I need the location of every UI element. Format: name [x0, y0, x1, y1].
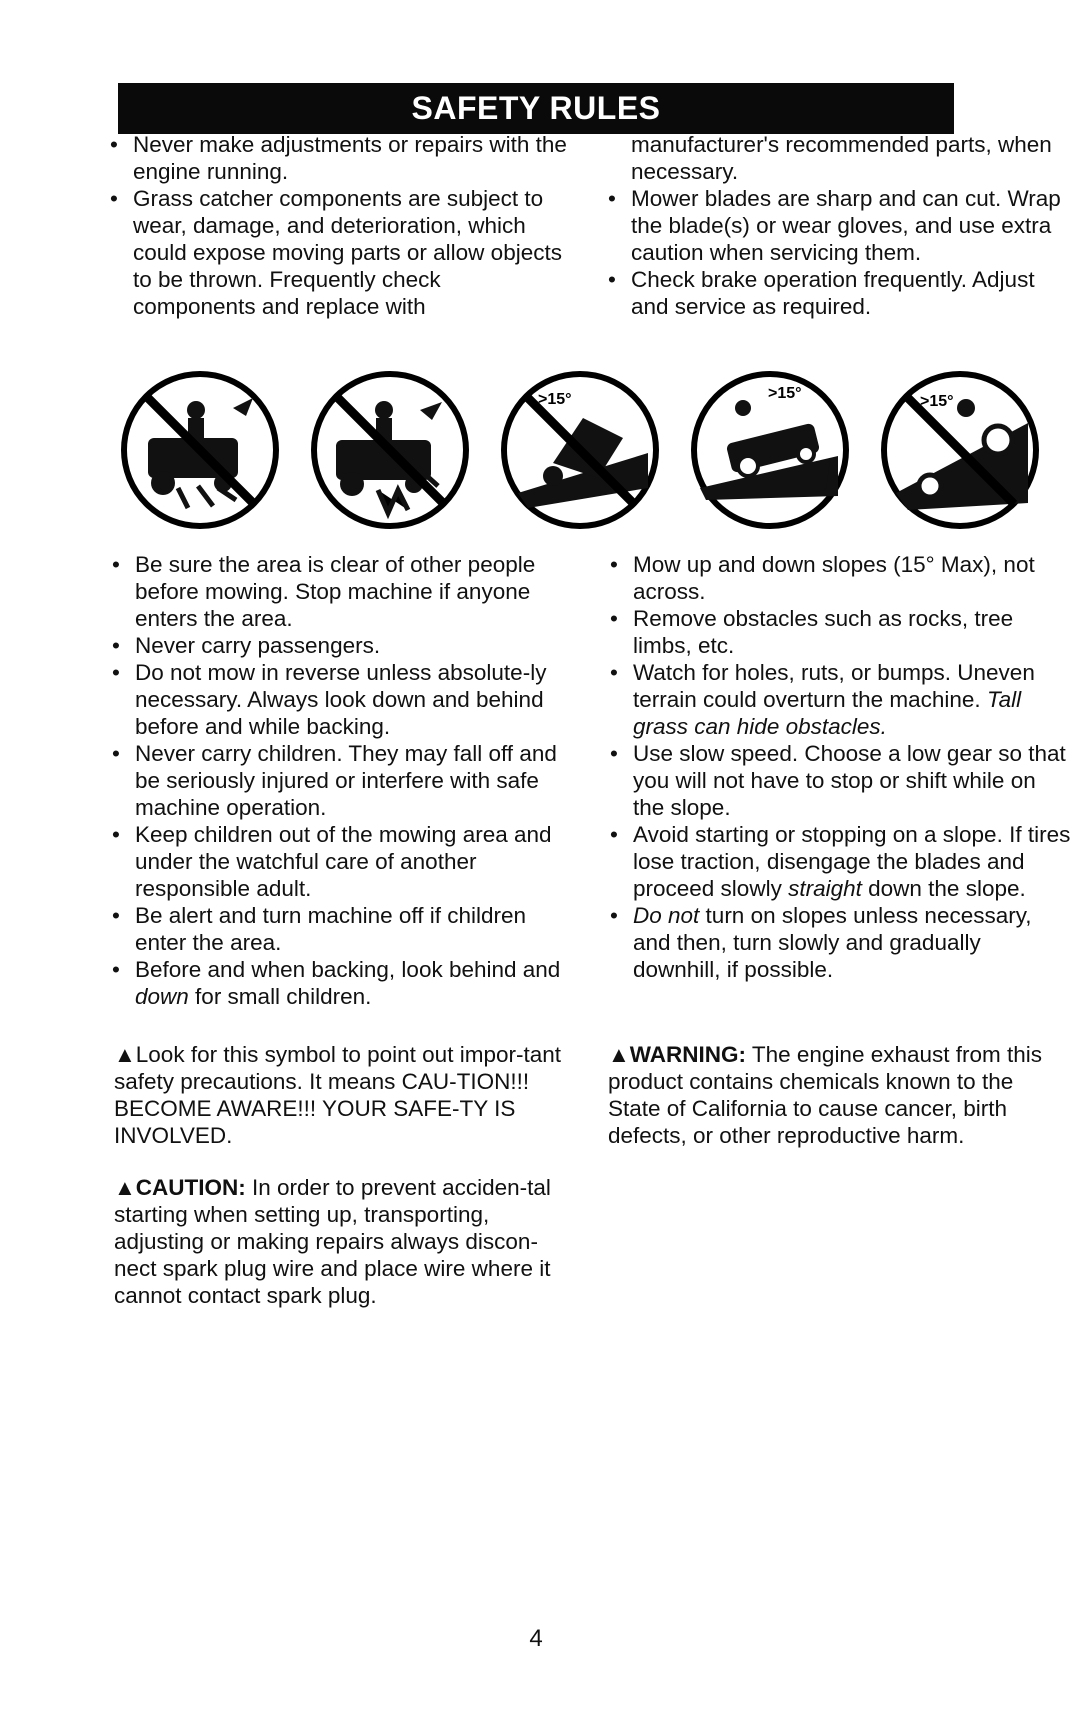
mid-right-column [608, 551, 1072, 983]
section-banner [118, 83, 954, 134]
list-item: • Watch for holes, ruts, or bumps. Uneven terrain could overturn the machine. Tall grass can hide obstacles. [608, 659, 1072, 740]
warning-label: WARNING: [629, 1042, 747, 1067]
warning-triangle-icon: ▲ [608, 1042, 630, 1067]
slope-label: >15° [538, 391, 572, 408]
list-item: • Before and when backing, look behind and down for small children. [110, 956, 580, 1010]
list-item: • Mow up and down slopes (15° Max), not across. [608, 551, 1072, 605]
mid-left-column [110, 551, 580, 1010]
list-item: • Never make adjustments or repairs with the engine running. [108, 131, 568, 185]
list-item: • Do not mow in reverse unless absolute-ly necessary. Always look down and behind before and while backing. [110, 659, 580, 740]
caution-note: ▲CAUTION: In order to prevent acciden-tal starting when setting up, transporting, adjusting or making repairs always discon-nect spark plug wire and place wire where it cannot contact spark plug. [114, 1175, 551, 1308]
list-item: • Never carry children. They may fall off and be seriously injured or interfere with safe machine operation. [110, 740, 580, 821]
no-mowing-across-slope-icon [498, 368, 662, 532]
no-turning-on-slope-icon [878, 368, 1042, 532]
list-item: • Check brake operation frequently. Adjust and service as required. [606, 266, 1072, 320]
page-number: 4 [529, 1625, 543, 1652]
list-item: • Be sure the area is clear of other people before mowing. Stop machine if anyone enters the area. [110, 551, 580, 632]
mow-up-down-slope-icon [688, 368, 852, 532]
warning-triangle-icon: ▲ [114, 1175, 136, 1200]
top-left-column [108, 131, 568, 320]
slope-label: >15° [920, 393, 954, 410]
top-right-column [606, 131, 1072, 320]
no-people-near-mower-icon [118, 368, 282, 532]
list-item: • Keep children out of the mowing area and under the watchful care of another responsible adult. [110, 821, 580, 902]
safety-pictograms [118, 368, 1072, 543]
california-warning-note: ▲WARNING: The engine exhaust from this product contains chemicals known to the State of California to cause cancer, birth defects, or other reproductive harm. [608, 1042, 1043, 1148]
list-item: • Do not turn on slopes unless necessary, and then, turn slowly and gradually downhill, if possible. [608, 902, 1072, 983]
list-item: • Use slow speed. Choose a low gear so that you will not have to stop or shift while on the slope. [608, 740, 1072, 821]
list-item: • Remove obstacles such as rocks, tree limbs, etc. [608, 605, 1072, 659]
list-item: • Be alert and turn machine off if children enter the area. [110, 902, 580, 956]
list-item: • Avoid starting or stopping on a slope. If tires lose traction, disengage the blades and proceed slowly straight down the slope. [608, 821, 1072, 902]
no-children-near-mower-icon [308, 368, 472, 532]
warning-triangle-icon: ▲ [114, 1042, 136, 1067]
safety-symbol-note: ▲Look for this symbol to point out impor-tant safety precautions. It means CAU-TION!!! BECOME AWARE!!! YOUR SAFE-TY IS INVOLVED. [114, 1042, 561, 1148]
list-item: • Mower blades are sharp and can cut. Wrap the blade(s) or wear gloves, and use extra caution when servicing them. [606, 185, 1072, 266]
list-item: • Grass catcher components are subject to wear, damage, and deterioration, which could expose moving parts or allow objects to be thrown. Frequently check components and replace with [108, 185, 568, 320]
section-title: SAFETY RULES [411, 90, 661, 126]
list-item-continuation: manufacturer's recommended parts, when necessary. [631, 132, 1052, 184]
list-item: • Never carry passengers. [110, 632, 580, 659]
slope-label: >15° [768, 385, 802, 402]
caution-label: CAUTION: [135, 1175, 246, 1200]
